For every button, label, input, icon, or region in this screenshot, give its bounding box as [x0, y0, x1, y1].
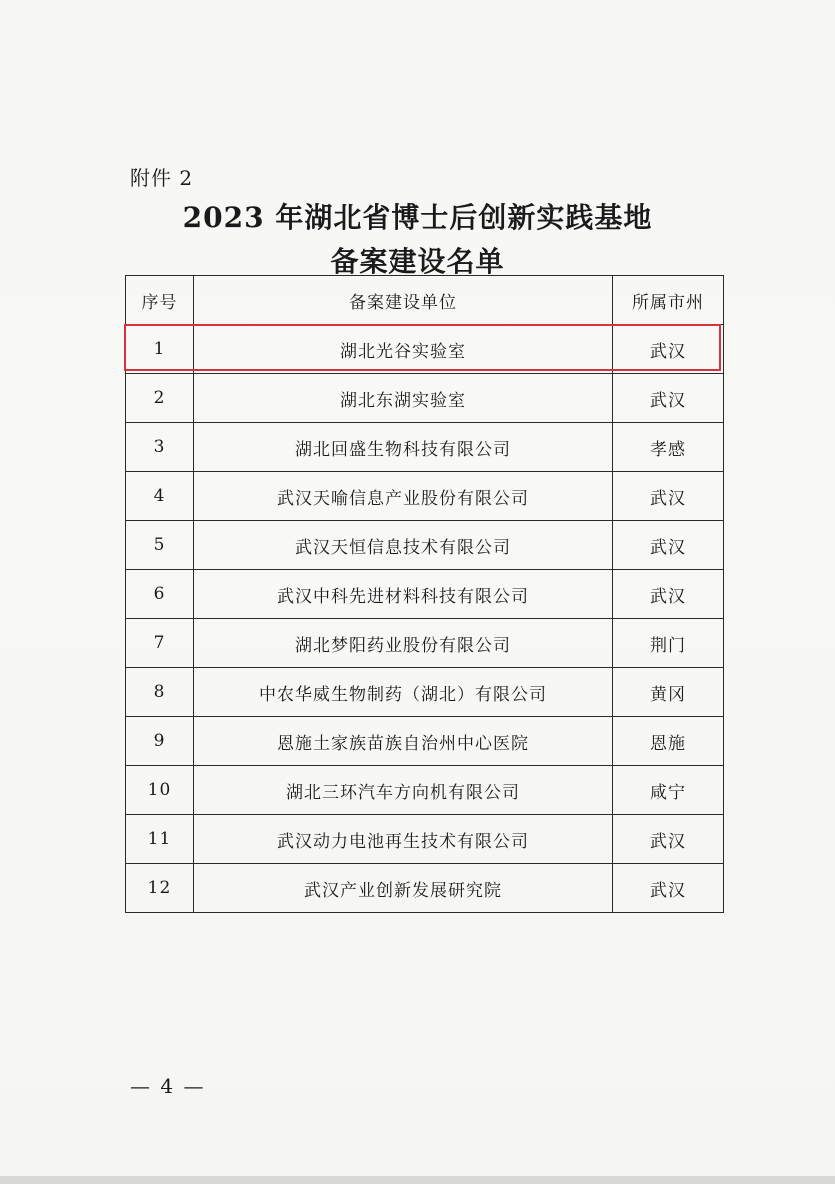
row-unit: 恩施土家族苗族自治州中心医院 [194, 717, 613, 766]
table-row [126, 864, 724, 913]
row-unit: 中农华威生物制药（湖北）有限公司 [194, 668, 613, 717]
row-number: 1 [126, 325, 194, 374]
table-header-row [126, 276, 724, 325]
document-title-line2: 备案建设名单 [330, 245, 505, 278]
row-number: 9 [126, 717, 194, 766]
row-unit: 武汉动力电池再生技术有限公司 [194, 815, 613, 864]
header-serial-number: 序号 [126, 276, 194, 325]
row-number: 8 [126, 668, 194, 717]
row-city: 武汉 [613, 815, 724, 864]
table-row [126, 325, 724, 374]
row-number: 11 [126, 815, 194, 864]
row-city: 武汉 [613, 570, 724, 619]
table-row [126, 472, 724, 521]
attachment-label: 附件 2 [130, 166, 194, 190]
row-city: 孝感 [613, 423, 724, 472]
row-unit: 武汉天恒信息技术有限公司 [194, 521, 613, 570]
row-city: 黄冈 [613, 668, 724, 717]
row-city: 咸宁 [613, 766, 724, 815]
row-number: 6 [126, 570, 194, 619]
row-number: 12 [126, 864, 194, 913]
row-unit: 武汉天喻信息产业股份有限公司 [194, 472, 613, 521]
row-city: 武汉 [613, 325, 724, 374]
row-unit: 湖北光谷实验室 [194, 325, 613, 374]
row-city: 武汉 [613, 864, 724, 913]
row-unit: 武汉中科先进材料科技有限公司 [194, 570, 613, 619]
row-city: 武汉 [613, 521, 724, 570]
row-unit: 湖北回盛生物科技有限公司 [194, 423, 613, 472]
header-city: 所属市州 [613, 276, 724, 325]
table-row [126, 521, 724, 570]
header-unit-name: 备案建设单位 [194, 276, 613, 325]
row-city: 武汉 [613, 374, 724, 423]
table-row [126, 766, 724, 815]
row-city: 荆门 [613, 619, 724, 668]
row-number: 10 [126, 766, 194, 815]
filing-list-table [125, 275, 724, 913]
row-city: 恩施 [613, 717, 724, 766]
table-row [126, 619, 724, 668]
table-row [126, 374, 724, 423]
row-number: 2 [126, 374, 194, 423]
row-number: 5 [126, 521, 194, 570]
table-row [126, 423, 724, 472]
row-number: 7 [126, 619, 194, 668]
row-unit: 湖北三环汽车方向机有限公司 [194, 766, 613, 815]
table-row [126, 570, 724, 619]
row-unit: 湖北东湖实验室 [194, 374, 613, 423]
table-row [126, 717, 724, 766]
page-number: — 4 — [130, 1074, 206, 1098]
page-bottom-edge [0, 1176, 835, 1184]
table-row [126, 815, 724, 864]
document-title-line1: 2023 年湖北省博士后创新实践基地 [182, 201, 653, 234]
table-row [126, 668, 724, 717]
row-number: 4 [126, 472, 194, 521]
row-unit: 武汉产业创新发展研究院 [194, 864, 613, 913]
row-number: 3 [126, 423, 194, 472]
row-unit: 湖北梦阳药业股份有限公司 [194, 619, 613, 668]
row-city: 武汉 [613, 472, 724, 521]
